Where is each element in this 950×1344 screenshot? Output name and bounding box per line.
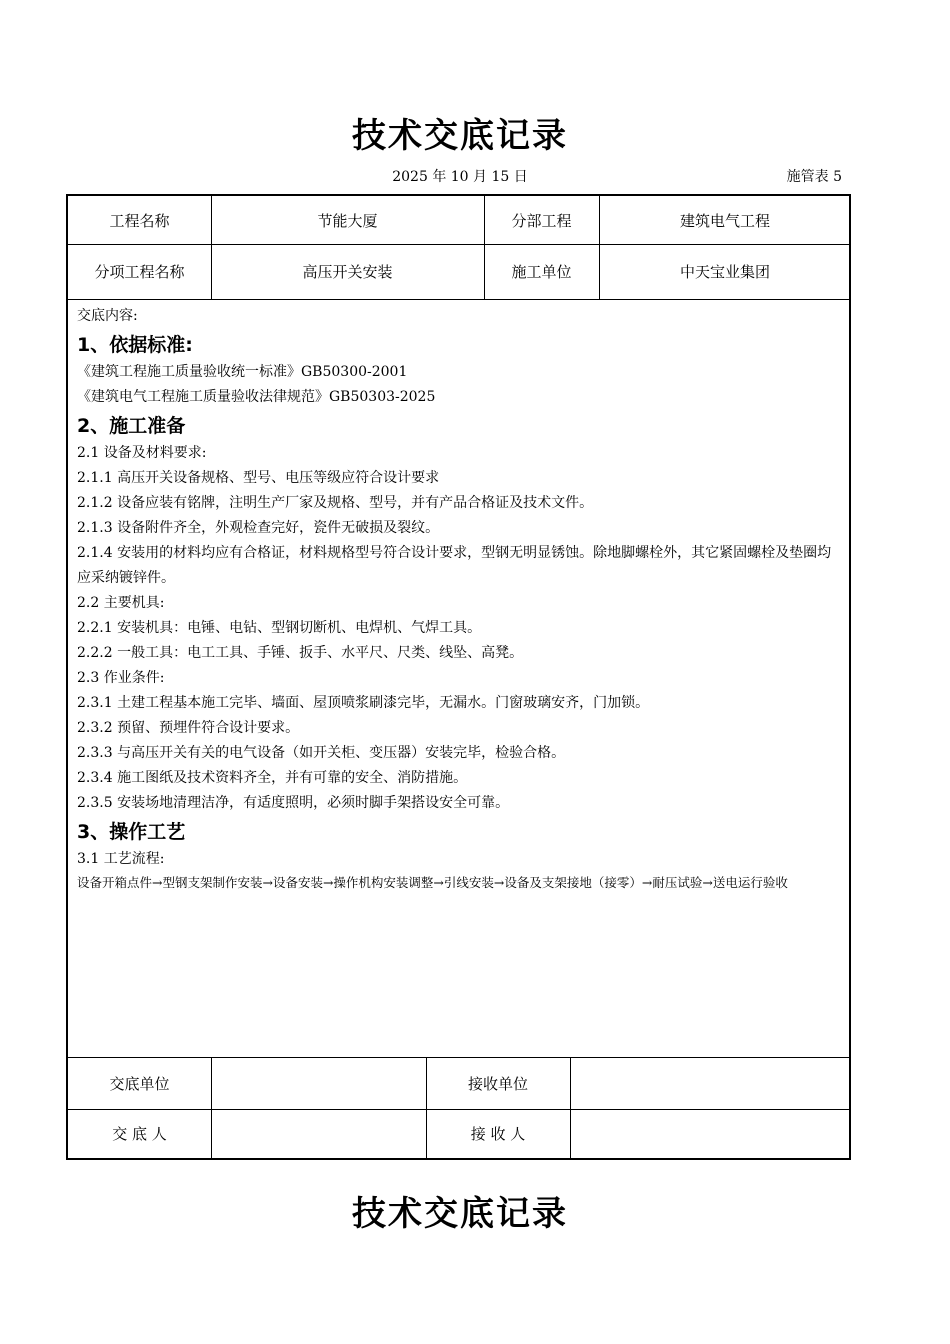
- content-line: 2.2.2 一般工具：电工工具、手锤、扳手、水平尺、尺类、线坠、高凳。: [77, 645, 524, 661]
- record-form: [66, 194, 851, 1160]
- contractor-value: 中天宝业集团: [679, 263, 770, 281]
- handover-person-label: 交 底 人: [112, 1125, 167, 1143]
- content-line: 2.3.2 预留、预埋件符合设计要求。: [77, 720, 300, 736]
- divider: [68, 299, 849, 300]
- division-value: 建筑电气工程: [679, 211, 770, 230]
- disclosure-content: [77, 304, 843, 894]
- contractor-label: 施工单位: [511, 263, 572, 281]
- content-line: 2.3.3 与高压开关有关的电气设备（如开关柜、变压器）安装完毕，检验合格。: [77, 745, 566, 761]
- content-line: 2.1 设备及材料要求:: [77, 445, 207, 461]
- content-line: 2.1.1 高压开关设备规格、型号、电压等级应符合设计要求: [77, 470, 440, 486]
- division-label: 分部工程: [511, 211, 572, 230]
- section-heading: 3、操作工艺: [77, 821, 186, 843]
- project-name-value: 节能大厦: [317, 211, 378, 230]
- content-line: 2.2.1 安装机具：电锤、电钻、型钢切断机、电焊机、气焊工具。: [77, 620, 482, 636]
- subitem-label: 分项工程名称: [94, 263, 185, 281]
- content-line: 2.3 作业条件:: [77, 670, 165, 686]
- content-line: 2.3.4 施工图纸及技术资料齐全，并有可靠的安全、消防措施。: [77, 770, 468, 786]
- content-line: 2.2 主要机具:: [77, 595, 165, 611]
- section-heading: 2、施工准备: [77, 415, 186, 437]
- content-line: 2.1.4 安装用的材料均应有合格证，材料规格型号符合设计要求，型钢无明显锈蚀。除地脚螺栓外，其它紧固螺栓及垫圈均应采纳镀锌件。: [77, 545, 832, 586]
- content-line: 2.3.5 安装场地清理洁净，有适度照明，必须时脚手架搭设安全可靠。: [77, 795, 510, 811]
- receiving-unit-field[interactable]: [570, 1057, 851, 1109]
- content-line: 2.1.2 设备应装有铭牌，注明生产厂家及规格、型号，并有产品合格证及技术文件。: [77, 495, 594, 511]
- handover-unit-field[interactable]: [211, 1057, 426, 1109]
- project-name-label: 工程名称: [109, 211, 170, 230]
- handover-person-field[interactable]: [211, 1109, 426, 1158]
- receiving-person-label: 接 收 人: [470, 1125, 526, 1143]
- next-page-title: 技术交底记录: [352, 1194, 568, 1234]
- receiving-person-field[interactable]: [570, 1109, 851, 1158]
- content-line: 3.1 工艺流程:: [77, 851, 165, 867]
- content-line: 2.3.1 土建工程基本施工完毕、墙面、屋顶喷浆刷漆完毕，无漏水。门窗玻璃安齐，门加锁。: [77, 695, 650, 711]
- subitem-value: 高压开关安装: [302, 263, 393, 281]
- form-number: 施管表 5: [786, 169, 842, 185]
- section-heading: 1、依据标准:: [77, 334, 193, 356]
- content-line: 2.1.3 设备附件齐全，外观检查完好，瓷件无破损及裂纹。: [77, 520, 440, 536]
- content-line: 《建筑工程施工质量验收统一标准》GB50300-2001: [77, 364, 408, 380]
- handover-unit-label: 交底单位: [109, 1074, 170, 1093]
- page-title: 技术交底记录: [352, 116, 568, 156]
- content-line: 《建筑电气工程施工质量验收法律规范》GB50303-2025: [77, 389, 436, 405]
- process-flow: 设备开箱点件→型钢支架制作安装→设备安装→操作机构安装调整→引线安装→设备及支架接地（接零）→耐压试验→送电运行验收: [77, 875, 788, 890]
- date: 2025 年 10 月 15 日: [392, 169, 528, 185]
- receiving-unit-label: 接收单位: [467, 1074, 528, 1093]
- content-intro: 交底内容:: [77, 308, 138, 324]
